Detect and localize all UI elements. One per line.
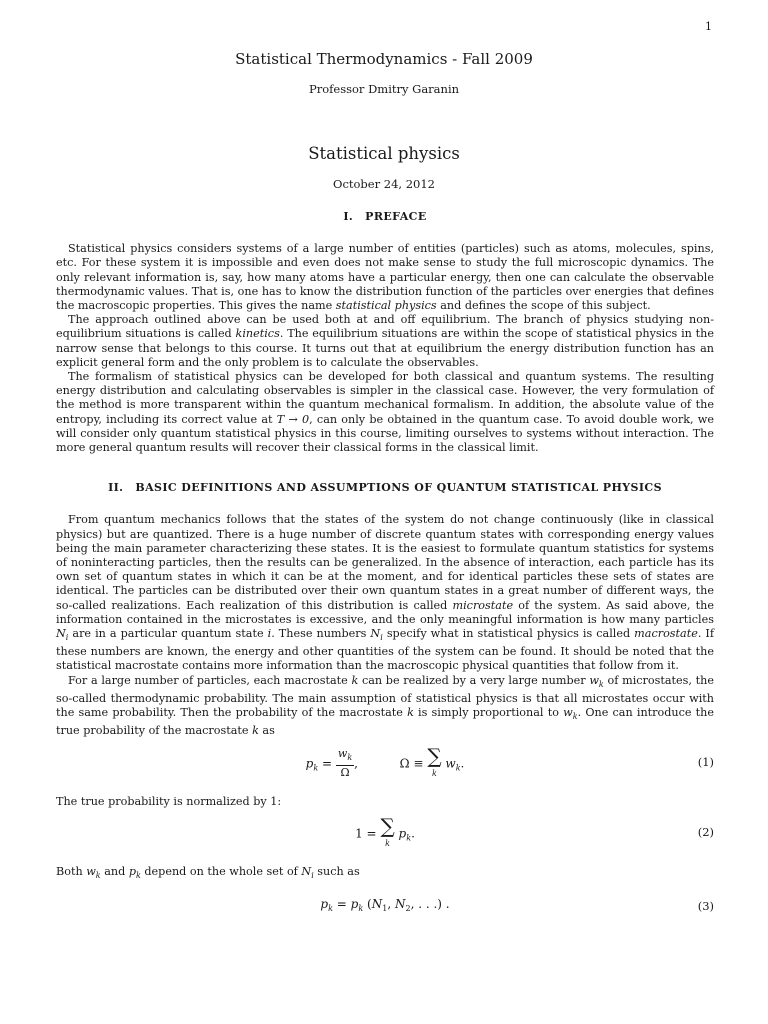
paper-date: October 24, 2012 bbox=[333, 177, 435, 191]
equation-number: (2) bbox=[697, 824, 714, 839]
section-heading-preface bbox=[56, 210, 714, 224]
section-number: I. bbox=[343, 210, 354, 223]
equation-number: (1) bbox=[697, 754, 714, 769]
paragraph: Both $w_k$ and $p_k$ depend on the whole set of $N_i$ such as bbox=[56, 864, 360, 880]
professor-name: Professor Dmitry Garanin bbox=[308, 82, 460, 96]
section-title: PREFACE bbox=[365, 210, 427, 223]
page-number: 1 bbox=[705, 20, 712, 33]
equation-number: (3) bbox=[697, 898, 714, 913]
paper-header bbox=[0, 50, 768, 191]
paragraph: The approach outlined above can be used both at and off equilibrium. The branch of physics studying non-equilibrium situations is called kinetics. The equilibrium situations are within the scope of statistical physics in the narrow sense that belongs to this course. It turns out that at equilibrium the energy distribution function has an explicit general form and the only problem is to calculate the observables. bbox=[56, 313, 714, 369]
paragraph: Statistical physics considers systems of a large number of entities (particles) such as atoms, molecules, spins, etc. For these system it is impossible and even does not make sense to study the full microscopic dynamics. The only relevant information is, say, how many atoms have a particular energy, then one can calculate the observable thermodynamic values. That is, one has to know the distribution function of the particles over energies that defines the macroscopic properties. This gives the name statistical physics and defines the scope of this subject. bbox=[56, 242, 714, 313]
paragraph: The true probability is normalized by 1: bbox=[56, 794, 282, 808]
paragraph: From quantum mechanics follows that the states of the system do not change continuously (like in classical physics) but are quantized. There is a huge number of discrete quantum states with corresponding energy values being the main parameter characterizing these states. It is the easiest to formulate quantum statistics for systems of noninteracting particles, then the results can be generalized. In the absence of interaction, each particle has its own set of quantum states in which it can be at the moment, and for identical particles these sets of states are identical. The particles can be distributed over their own quantum states in a great number of different ways, the so-called realizations. Each realization of this distribution is called microstate of the system. As said above, the information contained in the microstates is excessive, and the only meaningful information is how many particles $N_i$ are in a particular quantum state i. These numbers $N_i$ specify what in statistical physics is called macrostate. If these numbers are known, the energy and other quantities of the system can be found. It should be noted that the statistical macrostate contains more information than the macroscopic physical quantities that follow from it. bbox=[56, 513, 714, 673]
paragraph: The formalism of statistical physics can be developed for both classical and quantum systems. The resulting energy distribution and calculating observables is simpler in the classical case. However, the very formulation of the method is more transparent within the quantum mechanical formalism. In addition, the absolute value of the entropy, including its correct value at T → 0, can only be obtained in the quantum case. To avoid double work, we will consider only quantum statistical physics in this course, limiting ourselves to systems without interaction. The more general quantum results will recover their classical forms in the classical limit. bbox=[56, 370, 714, 455]
course-title: Statistical Thermodynamics - Fall 2009 bbox=[235, 50, 533, 68]
inline-math: T → 0 bbox=[276, 412, 310, 426]
equation-2: 1 = ∑ k $p_k$. (2) bbox=[355, 813, 714, 848]
section-title: BASIC DEFINITIONS AND ASSUMPTIONS OF QUANTUM STATISTICAL PHYSICS bbox=[135, 481, 662, 495]
equation-3: $p_k = p_k$ ($N_1$, $N_2$, . . .) . (3) bbox=[320, 896, 714, 913]
paper-title: Statistical physics bbox=[308, 144, 460, 163]
section-heading-definitions bbox=[56, 481, 714, 495]
paper-body bbox=[56, 210, 714, 925]
paragraph: For a large number of particles, each macrostate k can be realized by a very large number $w_k$ of microstates, the so-called thermodynamic probability. The main assumption of statistical physics is that all microstates occur with the same probability. Then the probability of the macrostate k is simply proportional to $w_k$. One can introduce the true probability of the macrostate k as bbox=[56, 673, 715, 738]
equation-1: $p_k$ = $\frac{w_k}{\Omega}$ , Ω ≡ ∑ k $w_k$. (1) bbox=[305, 743, 714, 780]
section-number: II. bbox=[108, 481, 124, 495]
